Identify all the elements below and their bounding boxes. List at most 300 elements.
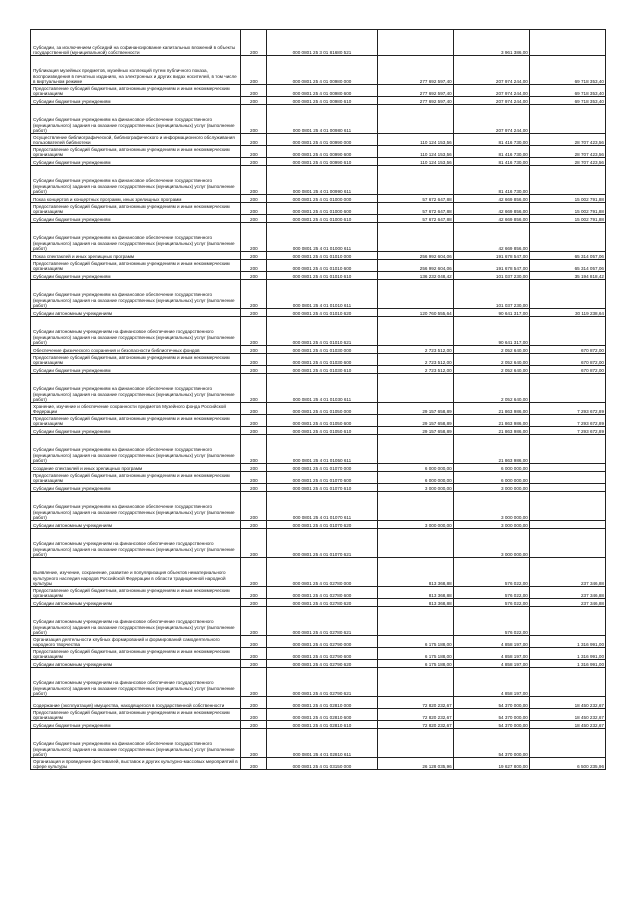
row-code: 200 bbox=[241, 587, 267, 599]
row-remaining-amount bbox=[529, 374, 605, 403]
row-remaining-amount: 1 316 991,00 bbox=[529, 636, 605, 648]
row-remaining-amount: 15 002 791,88 bbox=[529, 215, 605, 223]
row-remaining-amount: 65 314 057,06 bbox=[529, 260, 605, 272]
table-row bbox=[31, 758, 606, 770]
row-assigned-amount: 29 157 658,89 bbox=[377, 403, 453, 415]
row-executed-amount: 207 974 244,00 bbox=[453, 97, 529, 105]
row-assigned-amount: 256 992 604,06 bbox=[377, 252, 453, 260]
row-name: Субсидии бюджетным учреждениям на финансовое обеспечение государственного (муниципального) задания на оказание государственных (муниципальных) услуг (выполнение работ) bbox=[31, 435, 241, 464]
row-executed-amount: 576 022,00 bbox=[453, 587, 529, 599]
row-classification-code: 000 0801 25 4 01 01010 000 bbox=[267, 252, 377, 260]
row-assigned-amount: 3 000 000,00 bbox=[377, 521, 453, 529]
row-remaining-amount: 69 718 353,40 bbox=[529, 56, 605, 85]
row-classification-code: 000 0801 25 4 01 02810 610 bbox=[267, 721, 377, 729]
row-classification-code: 000 0801 25 4 01 01000 611 bbox=[267, 223, 377, 252]
row-executed-amount: 3 000 000,00 bbox=[453, 492, 529, 521]
row-executed-amount: 207 974 244,00 bbox=[453, 56, 529, 85]
row-assigned-amount: 6 000 000,00 bbox=[377, 472, 453, 484]
row-name: Предоставление субсидий бюджетным, автономным учреждениям и иным некоммерческим организациям bbox=[31, 472, 241, 484]
row-name: Предоставление субсидий бюджетным, автономным учреждениям и иным некоммерческим организациям bbox=[31, 354, 241, 366]
row-assigned-amount: 110 124 153,56 bbox=[377, 146, 453, 158]
row-name: Организация и проведение фестивалей, выставок и других культурно-массовых мероприятий в сфере культуры bbox=[31, 758, 241, 770]
row-name: Предоставление субсидий бюджетным, автономным учреждениям и иным некоммерческим организациям bbox=[31, 260, 241, 272]
row-executed-amount: 42 669 856,00 bbox=[453, 215, 529, 223]
row-executed-amount: 3 961 386,00 bbox=[453, 30, 529, 56]
row-executed-amount: 6 000 000,00 bbox=[453, 472, 529, 484]
row-classification-code: 000 0801 25 4 01 01070 600 bbox=[267, 472, 377, 484]
table-row bbox=[31, 56, 606, 85]
table-row bbox=[31, 260, 606, 272]
row-name: Предоставление субсидий бюджетным, автономным учреждениям и иным некоммерческим организациям bbox=[31, 415, 241, 427]
row-remaining-amount bbox=[529, 30, 605, 56]
row-name: Предоставление субсидий бюджетным, автономным учреждениям и иным некоммерческим организациям bbox=[31, 146, 241, 158]
row-executed-amount: 3 000 000,00 bbox=[453, 521, 529, 529]
row-classification-code: 000 0801 25 4 01 02780 621 bbox=[267, 607, 377, 636]
row-name: Субсидии бюджетным учреждениям bbox=[31, 272, 241, 280]
row-remaining-amount bbox=[529, 280, 605, 309]
row-remaining-amount bbox=[529, 166, 605, 195]
row-remaining-amount: 30 119 238,64 bbox=[529, 309, 605, 317]
row-code: 200 bbox=[241, 648, 267, 660]
row-assigned-amount: 120 760 555,64 bbox=[377, 309, 453, 317]
row-remaining-amount bbox=[529, 729, 605, 758]
table-row bbox=[31, 484, 606, 492]
row-code: 200 bbox=[241, 472, 267, 484]
row-name: Субсидии бюджетным учреждениям bbox=[31, 427, 241, 435]
table-row bbox=[31, 403, 606, 415]
table-row bbox=[31, 668, 606, 697]
row-classification-code: 000 0801 25 4 01 01030 611 bbox=[267, 374, 377, 403]
row-executed-amount: 21 863 986,00 bbox=[453, 435, 529, 464]
row-assigned-amount bbox=[377, 166, 453, 195]
row-classification-code: 000 0801 25 4 01 01070 611 bbox=[267, 492, 377, 521]
row-code: 200 bbox=[241, 223, 267, 252]
row-classification-code: 000 0801 25 4 01 01050 000 bbox=[267, 403, 377, 415]
row-executed-amount: 4 858 197,00 bbox=[453, 636, 529, 648]
row-assigned-amount: 110 124 153,56 bbox=[377, 158, 453, 166]
row-name: Субсидии бюджетным учреждениям bbox=[31, 97, 241, 105]
row-classification-code: 000 0801 25 4 01 02780 620 bbox=[267, 599, 377, 607]
row-name: Субсидии бюджетным учреждениям на финансовое обеспечение государственного (муниципального) задания на оказание государственных (муниципальных) услуг (выполнение работ) bbox=[31, 374, 241, 403]
table-row bbox=[31, 587, 606, 599]
row-code: 200 bbox=[241, 660, 267, 668]
row-assigned-amount: 277 692 597,40 bbox=[377, 85, 453, 97]
row-executed-amount: 2 052 640,00 bbox=[453, 346, 529, 354]
table-row bbox=[31, 85, 606, 97]
table-row bbox=[31, 280, 606, 309]
row-remaining-amount: 7 293 672,89 bbox=[529, 403, 605, 415]
row-code: 200 bbox=[241, 56, 267, 85]
row-assigned-amount: 136 232 048,42 bbox=[377, 272, 453, 280]
row-name: Субсидии бюджетным учреждениям на финансовое обеспечение государственного (муниципального) задания на оказание государственных (муниципальных) услуг (выполнение работ) bbox=[31, 105, 241, 134]
row-remaining-amount: 69 718 353,40 bbox=[529, 97, 605, 105]
row-executed-amount: 3 000 000,00 bbox=[453, 529, 529, 558]
row-name: Содержание (эксплуатация) имущества, находящегося в государственной собственности bbox=[31, 697, 241, 709]
row-classification-code: 000 0801 25 4 01 01000 000 bbox=[267, 195, 377, 203]
table-row bbox=[31, 346, 606, 354]
table-row bbox=[31, 636, 606, 648]
row-name: Показ концертов и концертных программ, иных зрелищных программ bbox=[31, 195, 241, 203]
row-classification-code: 000 0801 25 4 01 02810 600 bbox=[267, 709, 377, 721]
row-code: 200 bbox=[241, 346, 267, 354]
row-classification-code: 000 0801 25 4 01 00980 600 bbox=[267, 85, 377, 97]
row-remaining-amount: 7 293 672,89 bbox=[529, 427, 605, 435]
row-remaining-amount: 65 314 057,06 bbox=[529, 252, 605, 260]
row-remaining-amount bbox=[529, 472, 605, 484]
table-row bbox=[31, 146, 606, 158]
row-assigned-amount: 110 124 153,56 bbox=[377, 134, 453, 146]
row-executed-amount: 101 037 230,00 bbox=[453, 280, 529, 309]
table-row bbox=[31, 317, 606, 346]
table-row bbox=[31, 354, 606, 366]
row-assigned-amount bbox=[377, 668, 453, 697]
table-row bbox=[31, 366, 606, 374]
row-code: 200 bbox=[241, 272, 267, 280]
row-classification-code: 000 0801 25 4 01 00980 610 bbox=[267, 97, 377, 105]
row-executed-amount: 576 022,00 bbox=[453, 558, 529, 587]
row-executed-amount: 81 416 730,00 bbox=[453, 166, 529, 195]
row-classification-code: 000 0801 25 4 01 01000 600 bbox=[267, 203, 377, 215]
row-assigned-amount: 72 820 232,67 bbox=[377, 709, 453, 721]
table-row bbox=[31, 134, 606, 146]
row-code: 200 bbox=[241, 435, 267, 464]
row-assigned-amount bbox=[377, 105, 453, 134]
row-assigned-amount: 6 175 188,00 bbox=[377, 660, 453, 668]
row-classification-code: 000 0801 25 4 01 01010 610 bbox=[267, 272, 377, 280]
row-executed-amount: 54 370 000,00 bbox=[453, 729, 529, 758]
row-code: 200 bbox=[241, 85, 267, 97]
row-remaining-amount: 69 718 353,40 bbox=[529, 85, 605, 97]
row-code: 200 bbox=[241, 317, 267, 346]
row-remaining-amount: 670 872,00 bbox=[529, 366, 605, 374]
row-code: 200 bbox=[241, 668, 267, 697]
table-row bbox=[31, 415, 606, 427]
row-classification-code: 000 0801 25 4 01 01070 000 bbox=[267, 464, 377, 472]
row-code: 200 bbox=[241, 105, 267, 134]
row-classification-code: 000 0801 25 4 01 00990 600 bbox=[267, 146, 377, 158]
table-row bbox=[31, 30, 606, 56]
table-row bbox=[31, 697, 606, 709]
row-remaining-amount: 237 346,88 bbox=[529, 558, 605, 587]
row-name: Предоставление субсидий бюджетным, автономным учреждениям и иным некоммерческим организациям bbox=[31, 648, 241, 660]
row-classification-code: 000 0801 25 4 01 00990 610 bbox=[267, 158, 377, 166]
row-classification-code: 000 0801 25 4 01 01050 611 bbox=[267, 435, 377, 464]
row-assigned-amount: 26 128 035,96 bbox=[377, 758, 453, 770]
row-name: Субсидии автономным учреждениям на финансовое обеспечение государственного (муниципального) задания на оказание государственных (муниципальных) услуг (выполнение работ) bbox=[31, 317, 241, 346]
row-code: 200 bbox=[241, 484, 267, 492]
row-classification-code: 000 0801 25 4 01 01030 600 bbox=[267, 354, 377, 366]
row-code: 200 bbox=[241, 415, 267, 427]
row-remaining-amount: 15 002 791,88 bbox=[529, 203, 605, 215]
row-assigned-amount: 57 672 647,88 bbox=[377, 195, 453, 203]
row-executed-amount: 4 858 197,00 bbox=[453, 648, 529, 660]
row-executed-amount: 4 858 197,00 bbox=[453, 668, 529, 697]
row-classification-code: 000 0801 25 4 01 01050 610 bbox=[267, 427, 377, 435]
row-remaining-amount bbox=[529, 529, 605, 558]
table-row bbox=[31, 472, 606, 484]
row-name: Субсидии бюджетным учреждениям bbox=[31, 366, 241, 374]
row-remaining-amount bbox=[529, 464, 605, 472]
table-row bbox=[31, 105, 606, 134]
row-assigned-amount bbox=[377, 607, 453, 636]
table-row bbox=[31, 272, 606, 280]
row-executed-amount: 90 641 317,00 bbox=[453, 317, 529, 346]
row-remaining-amount: 28 707 423,56 bbox=[529, 134, 605, 146]
row-assigned-amount: 2 723 512,00 bbox=[377, 354, 453, 366]
row-name: Субсидии автономным учреждениям bbox=[31, 521, 241, 529]
row-executed-amount: 90 641 317,00 bbox=[453, 309, 529, 317]
row-code: 200 bbox=[241, 697, 267, 709]
row-assigned-amount: 2 723 512,00 bbox=[377, 366, 453, 374]
row-classification-code: 000 0801 25 4 01 02790 620 bbox=[267, 660, 377, 668]
row-classification-code: 000 0801 25 4 01 02790 600 bbox=[267, 648, 377, 660]
row-executed-amount: 6 000 000,00 bbox=[453, 464, 529, 472]
row-classification-code: 000 0801 25 4 01 00980 611 bbox=[267, 105, 377, 134]
table-row bbox=[31, 252, 606, 260]
row-code: 200 bbox=[241, 721, 267, 729]
row-assigned-amount: 57 672 647,88 bbox=[377, 215, 453, 223]
row-classification-code: 000 0801 25 4 01 01010 600 bbox=[267, 260, 377, 272]
row-executed-amount: 81 416 730,00 bbox=[453, 134, 529, 146]
row-name: Выявление, изучение, сохранение, развитие и популяризация объектов нематериального культурного наследия народов Российской Федерации в области традиционной народной культуры bbox=[31, 558, 241, 587]
row-remaining-amount: 670 872,00 bbox=[529, 354, 605, 366]
row-executed-amount: 191 678 547,00 bbox=[453, 260, 529, 272]
row-executed-amount: 101 037 230,00 bbox=[453, 272, 529, 280]
row-remaining-amount: 1 316 991,00 bbox=[529, 648, 605, 660]
row-executed-amount: 42 669 856,00 bbox=[453, 223, 529, 252]
row-classification-code: 000 0801 25 4 01 01030 610 bbox=[267, 366, 377, 374]
table-row bbox=[31, 721, 606, 729]
row-assigned-amount: 813 368,88 bbox=[377, 558, 453, 587]
row-assigned-amount: 3 000 000,00 bbox=[377, 484, 453, 492]
row-executed-amount: 2 052 640,00 bbox=[453, 354, 529, 366]
row-code: 200 bbox=[241, 134, 267, 146]
row-code: 200 bbox=[241, 97, 267, 105]
row-executed-amount: 207 974 244,00 bbox=[453, 85, 529, 97]
table-row bbox=[31, 529, 606, 558]
row-code: 200 bbox=[241, 599, 267, 607]
row-executed-amount: 2 052 640,00 bbox=[453, 374, 529, 403]
row-remaining-amount bbox=[529, 484, 605, 492]
row-executed-amount: 576 022,00 bbox=[453, 599, 529, 607]
table-row bbox=[31, 374, 606, 403]
table-row bbox=[31, 660, 606, 668]
row-assigned-amount bbox=[377, 317, 453, 346]
row-classification-code: 000 0801 25 4 01 01070 621 bbox=[267, 529, 377, 558]
row-classification-code: 000 0801 25 4 01 03150 000 bbox=[267, 758, 377, 770]
table-row bbox=[31, 492, 606, 521]
row-classification-code: 000 0801 25 4 01 00990 000 bbox=[267, 134, 377, 146]
row-assigned-amount: 57 672 647,88 bbox=[377, 203, 453, 215]
row-name: Субсидии автономным учреждениям bbox=[31, 309, 241, 317]
row-executed-amount: 81 416 730,00 bbox=[453, 158, 529, 166]
row-code: 200 bbox=[241, 30, 267, 56]
row-remaining-amount bbox=[529, 223, 605, 252]
row-name: Осуществление библиографической, библиографического и информационного обслуживания пользователей библиотеки bbox=[31, 134, 241, 146]
row-name: Предоставление субсидий бюджетным, автономным учреждениям и иным некоммерческим организациям bbox=[31, 587, 241, 599]
row-remaining-amount: 1 316 991,00 bbox=[529, 660, 605, 668]
row-assigned-amount bbox=[377, 374, 453, 403]
row-name: Субсидии бюджетным учреждениям на финансовое обеспечение государственного (муниципального) задания на оказание государственных (муниципальных) услуг (выполнение работ) bbox=[31, 729, 241, 758]
row-code: 200 bbox=[241, 607, 267, 636]
row-remaining-amount: 18 450 232,67 bbox=[529, 697, 605, 709]
row-assigned-amount bbox=[377, 30, 453, 56]
row-assigned-amount bbox=[377, 280, 453, 309]
row-executed-amount: 19 627 800,00 bbox=[453, 758, 529, 770]
budget-table-body bbox=[31, 30, 606, 770]
row-code: 200 bbox=[241, 158, 267, 166]
row-classification-code: 000 0801 25 4 01 02780 000 bbox=[267, 558, 377, 587]
row-code: 200 bbox=[241, 492, 267, 521]
row-executed-amount: 207 974 244,00 bbox=[453, 105, 529, 134]
row-name: Субсидии автономным учреждениям на финансовое обеспечение государственного (муниципального) задания на оказание государственных (муниципальных) услуг (выполнение работ) bbox=[31, 668, 241, 697]
row-remaining-amount: 28 707 423,56 bbox=[529, 158, 605, 166]
row-classification-code: 000 0801 25 4 01 01010 611 bbox=[267, 280, 377, 309]
row-remaining-amount: 670 872,00 bbox=[529, 346, 605, 354]
row-name: Субсидии бюджетным учреждениям bbox=[31, 721, 241, 729]
row-assigned-amount: 6 175 188,00 bbox=[377, 636, 453, 648]
row-assigned-amount: 2 723 512,00 bbox=[377, 346, 453, 354]
row-assigned-amount bbox=[377, 492, 453, 521]
table-row bbox=[31, 223, 606, 252]
row-name: Субсидии бюджетным учреждениям bbox=[31, 215, 241, 223]
table-row bbox=[31, 158, 606, 166]
row-remaining-amount bbox=[529, 607, 605, 636]
row-assigned-amount: 277 692 597,40 bbox=[377, 56, 453, 85]
row-name: Субсидии бюджетным учреждениям на финансовое обеспечение государственного (муниципального) задания на оказание государственных (муниципальных) услуг (выполнение работ) bbox=[31, 166, 241, 195]
row-classification-code: 000 0801 25 4 01 02810 000 bbox=[267, 697, 377, 709]
row-code: 200 bbox=[241, 729, 267, 758]
row-assigned-amount bbox=[377, 529, 453, 558]
row-classification-code: 000 0801 25 4 01 01010 620 bbox=[267, 309, 377, 317]
row-classification-code: 000 0801 25 4 01 01050 600 bbox=[267, 415, 377, 427]
row-assigned-amount: 813 368,88 bbox=[377, 587, 453, 599]
row-classification-code: 000 0801 25 4 01 00990 611 bbox=[267, 166, 377, 195]
row-assigned-amount: 256 992 604,06 bbox=[377, 260, 453, 272]
table-row bbox=[31, 97, 606, 105]
row-code: 200 bbox=[241, 709, 267, 721]
row-executed-amount: 81 416 730,00 bbox=[453, 146, 529, 158]
row-executed-amount: 42 669 856,00 bbox=[453, 195, 529, 203]
row-code: 200 bbox=[241, 636, 267, 648]
table-row bbox=[31, 648, 606, 660]
row-assigned-amount: 72 820 232,67 bbox=[377, 721, 453, 729]
row-assigned-amount: 277 692 597,40 bbox=[377, 97, 453, 105]
row-name: Предоставление субсидий бюджетным, автономным учреждениям и иным некоммерческим организациям bbox=[31, 85, 241, 97]
row-classification-code: 000 0801 25 4 01 02790 000 bbox=[267, 636, 377, 648]
table-row bbox=[31, 729, 606, 758]
row-code: 200 bbox=[241, 464, 267, 472]
row-name: Предоставление субсидий бюджетным, автономным учреждениям и иным некоммерческим организациям bbox=[31, 709, 241, 721]
row-code: 200 bbox=[241, 203, 267, 215]
table-row bbox=[31, 607, 606, 636]
row-code: 200 bbox=[241, 280, 267, 309]
row-name: Субсидии бюджетным учреждениям на финансовое обеспечение государственного (муниципального) задания на оказание государственных (муниципальных) услуг (выполнение работ) bbox=[31, 280, 241, 309]
row-remaining-amount bbox=[529, 521, 605, 529]
row-assigned-amount: 6 000 000,00 bbox=[377, 464, 453, 472]
row-classification-code: 000 0801 25 4 01 01030 000 bbox=[267, 346, 377, 354]
table-row bbox=[31, 166, 606, 195]
budget-execution-table bbox=[30, 29, 606, 770]
row-executed-amount: 42 669 856,00 bbox=[453, 203, 529, 215]
row-remaining-amount: 35 194 818,42 bbox=[529, 272, 605, 280]
row-name: Организация деятельности клубных формирований и формирований самодеятельного народного творчества bbox=[31, 636, 241, 648]
row-name: Субсидии автономным учреждениям на финансовое обеспечение государственного (муниципального) задания на оказание государственных (муниципальных) услуг (выполнение работ) bbox=[31, 529, 241, 558]
row-executed-amount: 54 370 000,00 bbox=[453, 709, 529, 721]
table-row bbox=[31, 558, 606, 587]
row-code: 200 bbox=[241, 195, 267, 203]
row-executed-amount: 576 022,00 bbox=[453, 607, 529, 636]
row-classification-code: 000 0801 25 4 01 01070 620 bbox=[267, 521, 377, 529]
row-classification-code: 000 0801 25 4 01 01000 610 bbox=[267, 215, 377, 223]
row-name: Предоставление субсидий бюджетным, автономным учреждениям и иным некоммерческим организациям bbox=[31, 203, 241, 215]
row-remaining-amount: 18 450 232,67 bbox=[529, 709, 605, 721]
row-name: Субсидии, за исключением субсидий на софинансирование капитальных вложений в объекты государственной (муниципальной) собственности bbox=[31, 30, 241, 56]
row-classification-code: 000 0801 25 3 01 81680 521 bbox=[267, 30, 377, 56]
row-assigned-amount bbox=[377, 435, 453, 464]
table-row bbox=[31, 427, 606, 435]
row-name: Показ спектаклей и иных зрелищных программ bbox=[31, 252, 241, 260]
row-remaining-amount: 237 346,88 bbox=[529, 587, 605, 599]
row-remaining-amount: 18 450 232,67 bbox=[529, 721, 605, 729]
row-classification-code: 000 0801 25 4 01 00980 000 bbox=[267, 56, 377, 85]
row-remaining-amount bbox=[529, 105, 605, 134]
row-executed-amount: 54 370 000,00 bbox=[453, 697, 529, 709]
row-assigned-amount bbox=[377, 223, 453, 252]
row-code: 200 bbox=[241, 403, 267, 415]
table-row bbox=[31, 195, 606, 203]
row-code: 200 bbox=[241, 215, 267, 223]
row-name: Субсидии автономным учреждениям bbox=[31, 599, 241, 607]
row-executed-amount: 21 863 986,00 bbox=[453, 427, 529, 435]
row-assigned-amount: 72 820 232,67 bbox=[377, 697, 453, 709]
row-remaining-amount bbox=[529, 668, 605, 697]
row-classification-code: 000 0801 25 4 01 02810 611 bbox=[267, 729, 377, 758]
row-remaining-amount: 15 002 791,88 bbox=[529, 195, 605, 203]
row-name: Субсидии автономным учреждениям bbox=[31, 660, 241, 668]
row-name: Субсидии бюджетным учреждениям bbox=[31, 484, 241, 492]
row-remaining-amount: 6 500 235,96 bbox=[529, 758, 605, 770]
table-row bbox=[31, 709, 606, 721]
row-code: 200 bbox=[241, 521, 267, 529]
row-assigned-amount: 6 175 188,00 bbox=[377, 648, 453, 660]
row-code: 200 bbox=[241, 366, 267, 374]
row-remaining-amount: 7 293 672,89 bbox=[529, 415, 605, 427]
row-remaining-amount: 237 346,88 bbox=[529, 599, 605, 607]
row-code: 200 bbox=[241, 427, 267, 435]
row-executed-amount: 3 000 000,00 bbox=[453, 484, 529, 492]
table-row bbox=[31, 464, 606, 472]
table-row bbox=[31, 435, 606, 464]
row-name: Создание спектаклей и иных зрелищных программ bbox=[31, 464, 241, 472]
row-code: 200 bbox=[241, 309, 267, 317]
table-row bbox=[31, 215, 606, 223]
row-code: 200 bbox=[241, 354, 267, 366]
row-classification-code: 000 0801 25 4 01 01010 621 bbox=[267, 317, 377, 346]
row-executed-amount: 21 863 986,00 bbox=[453, 415, 529, 427]
row-code: 200 bbox=[241, 166, 267, 195]
row-name: Субсидии автономным учреждениям на финансовое обеспечение государственного (муниципального) задания на оказание государственных (муниципальных) услуг (выполнение работ) bbox=[31, 607, 241, 636]
row-assigned-amount: 813 368,88 bbox=[377, 599, 453, 607]
row-code: 200 bbox=[241, 529, 267, 558]
table-row bbox=[31, 309, 606, 317]
table-row bbox=[31, 203, 606, 215]
row-assigned-amount: 29 157 658,89 bbox=[377, 427, 453, 435]
row-executed-amount: 2 052 640,00 bbox=[453, 366, 529, 374]
row-name: Публикация музейных предметов, музейных коллекций путем публичного показа, воспроизведения в печатных изданиях, на электронных и других видах носителей, в том числе в виртуальном режиме bbox=[31, 56, 241, 85]
row-code: 200 bbox=[241, 252, 267, 260]
row-executed-amount: 21 863 986,00 bbox=[453, 403, 529, 415]
